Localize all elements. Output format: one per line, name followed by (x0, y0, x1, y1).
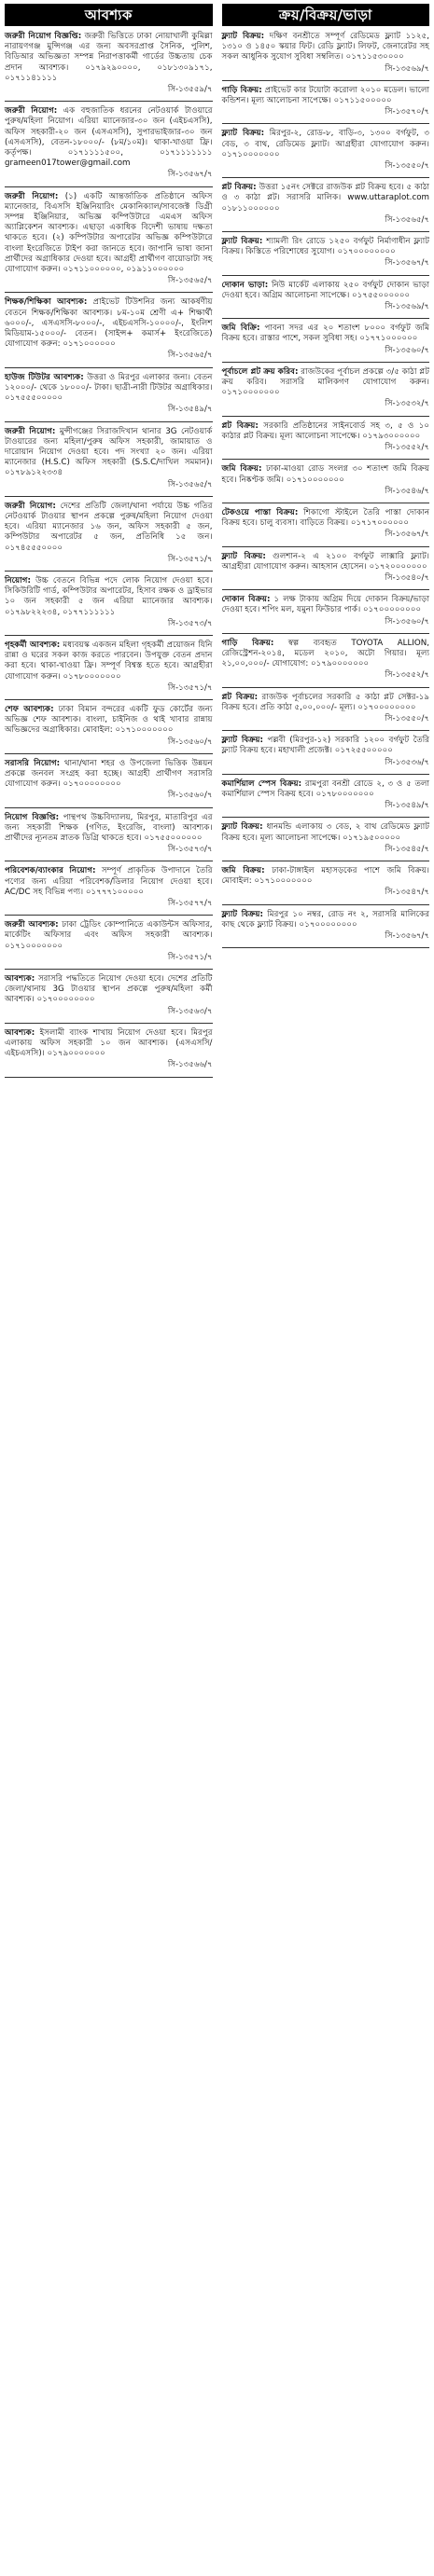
columns (5, 4, 429, 2576)
ad-keyword: প্লট বিক্রয়: (221, 692, 259, 702)
ad-reference: সি-১৩৫৬৭/৭ (385, 258, 429, 269)
ad-text: ঢাকা-টাঙ্গাইল মহাসড়কের পাশে জমি বিক্রয়। মোবাইল: ০১৭১০০০০০০০ (221, 865, 429, 887)
ad-text: ধানমন্ডি এলাকায় ৩ বেড, ২ বাথ রেডিমেড ফ্ল্যাট বিক্রয় হবে। মূল্য আলোচনা সাপেক্ষে। ০১৭১৯৫০০০০০ (221, 822, 430, 843)
ad-divider (222, 589, 430, 590)
classified-ad (222, 421, 430, 456)
ad-text: ঢাকা ট্রেডিং কোম্পানিতে একাউন্টস অফিসার, মার্কেটিং অফিসার এবং অফিস সহকারী আবশ্যক। ০১৭১০০০০০০০ (5, 920, 213, 951)
ad-reference: সি-১৩৫৭১/৭ (167, 952, 213, 962)
ad-keyword: প্লট বিক্রয়: (221, 183, 257, 193)
classified-ad (222, 281, 430, 315)
ad-keyword: জরুরী নিয়োগ: (5, 191, 59, 201)
ad-text: সম্পূর্ণ প্রাকৃতিক উপাদানে তৈরি পণ্যের জন্য এরিয়া পরিবেশক/ডিলার নিয়োগ দেওয়া হবে। AC/DC সহ বিভিন্ন পণ্য। ০১৭৭৭১০০০০০ (5, 866, 213, 897)
classified-ad (222, 237, 430, 271)
ad-reference: সি-১৩৫৬৫/৭ (385, 214, 429, 225)
ad-text: জরুরী ভিত্তিতে ঢাকা নোয়াখালী কুমিল্লা নারায়ণগঞ্জ মুন্সিগঞ্জ এর জন্য অবসরপ্রাপ্ত সৈনিক, পুলিশ, বিডিআর অভিজ্ঞতা সম্পন্ন নিরাপত্তাকর্মী গার্ডের উচ্চতায় চেক প্রদান আবশ্যক। ০১৭৯২৯০০০০, ০১৮১৩০৯১৭১, ০১৭১১৪১১১১ (5, 32, 213, 83)
classified-ad (222, 822, 430, 857)
ad-text: মুন্সীগঞ্জের সিরাজদিখান থানার 3G নেটওয়ার্ক টাওয়ারের জন্য মহিলা/পুরুষ অফিস সহকারী, জামায়াত ও দারোয়ান নিয়োগ দেওয়া হবে। পদ সংখ্যা ২০ জন। এরিয়া ম্যানেজার (H.S.C) অফিস সহকারী (S.S.C/দাখিল সমমান)। ০১৭৮৯১২২৩৩৪ (5, 426, 213, 478)
ad-keyword: আবশ্যক: (5, 974, 35, 985)
classified-ad (5, 1028, 213, 1073)
ad-text: উত্তরা ১৫নং সেক্টরে রাজউক প্লট বিক্রয় হবে। ৫ কাঠা ও ৩ কাঠা প্লট। সরাসরি মালিক। www.uttaraplot.com ০১৮১১০০০০০০ (221, 183, 429, 214)
ad-reference: সি-১৩৫৫২/৭ (385, 443, 429, 453)
ad-keyword: জরুরী নিয়োগ বিজ্ঞপ্তি: (5, 32, 82, 41)
ad-keyword: জরুরী নিয়োগ: (5, 501, 56, 511)
ad-divider (222, 362, 430, 363)
ad-keyword: শিক্ষক/শিক্ষিকা আবশ্যক: (5, 297, 88, 308)
classified-ad (222, 595, 430, 629)
ad-keyword: জরুরী নিয়োগ: (5, 106, 58, 117)
ad-divider (222, 177, 430, 178)
ad-divider (5, 753, 213, 754)
ad-reference: সি-১৩৫৬৯/৭ (385, 302, 429, 312)
ad-keyword: গৃহকর্মী আবশ্যক: (5, 640, 61, 650)
ad-divider (5, 186, 213, 187)
ad-reference: সি-১৩৫৭৩/৭ (167, 845, 213, 855)
classified-ad (5, 920, 213, 965)
classified-ad (5, 373, 213, 418)
ad-text: মিরপুর-২, রোড-৮, বাড়ি-৩, ১৩০০ বর্গফুট, ৩ বেড, ৩ বাথ, রেডিমেড ফ্ল্যাট। আগ্রহীরা যোগাযোগ করুন। ০১৭১০০০০০০০ (221, 129, 430, 159)
ad-divider (5, 969, 213, 970)
classified-ad (5, 32, 213, 97)
ad-keyword: জমি বিক্রয়: (221, 464, 262, 475)
ad-divider (222, 459, 430, 460)
classified-ad (222, 129, 430, 173)
ad-text: মধ্যবয়স্ক একজন মহিলা গৃহকর্মী প্রয়োজন যিনি রান্না ও ঘরের সকল কাজ করতে পারবেন। উপযুক্ত বেতন প্রদান করা হবে। থাকা-খাওয়া ফ্রি। সম্পূর্ণ বিশ্বস্ত হতে হবে। আগ্রহীরা যোগাযোগ করুন। ০১৭৮০০০০০০০ (5, 640, 213, 682)
ad-text: পাবনা সদর এর ২০ শতাংশ ৮০০০ বর্গফুট জমি বিক্রয় হবে। রাস্তার পাশে, সকল সুবিধা সহ। ০১৭৭১০০০০০০ (221, 324, 429, 344)
ad-text: প্রাইভেট কার টয়োটা করোলা ২০১০ মডেল। ভালো কন্ডিশন। মূল্য আলোচনা সাপেক্ষে। ০১৭১১৫০০০০০ (221, 85, 429, 106)
ad-keyword: ফ্ল্যাট বিক্রয়: (221, 129, 265, 139)
ad-divider (222, 275, 430, 276)
ad-text: শিকাগো স্টাইলে তৈরি পাস্তা দোকান বিক্রয় হবে। চালু ব্যবসা। বাড়িতে বিক্রয়। ০১৭১৭০০০০০০ (221, 507, 430, 529)
ad-keyword: ফ্ল্যাট বিক্রয়: (221, 237, 263, 247)
ad-reference: সি-১৩৫৪৫/৭ (385, 844, 429, 854)
ad-keyword: দোকান ভাড়া: (221, 280, 269, 290)
ad-divider (5, 292, 213, 293)
ad-reference: সি-১৩৫৭৭/৭ (167, 899, 213, 909)
ad-text: পল্লবী (মিরপুর-১২) সরকারি ১২০০ বর্গফুট তৈরি ফ্ল্যাট বিক্রয় হবে। মহাখালী প্রজেক্ট। ০১৭২৫৫০০০০০ (221, 736, 430, 756)
ad-reference: সি-১৩৫৫২/৭ (385, 670, 429, 681)
ad-reference: সি-১৩৫৬০/৭ (385, 345, 429, 355)
ad-divider (5, 421, 213, 422)
ad-reference: সি-১৩৫৫০/৭ (385, 713, 429, 723)
ad-keyword: পূর্বাচলে প্লট ক্রয় করিব: (221, 366, 299, 377)
classified-ad (5, 974, 213, 1019)
classified-ad (5, 427, 213, 492)
ad-text: ১ লক্ষ টাকায় অগ্রিম দিয়ে দোকান বিক্রয়/ভাড়া দেওয়া হবে। শপিং মল, যমুনা ফিউচার পার্ক। ০১৭০০০০০০০০ (221, 595, 430, 615)
ad-text: সরাসরি পদ্ধতিতে নিয়োগ দেওয়া হবে। দেশের প্রতিটি জেলা/থানায় 3G টাওয়ার স্থাপন প্রকল্পে পুরুষ/মহিলা কর্মী আবশ্যক। ০১৭০০০০০০০০ (5, 974, 213, 1005)
column-header-buy-sell-rent: ক্রয়/বিক্রয়/ভাড়া (222, 4, 430, 26)
ad-divider (222, 687, 430, 688)
ad-text: ঢাকা-মাওয়া রোড সংলগ্ন ৩০ শতাংশ জমি বিক্রয় হবে। নিষ্কণ্টক জমি। ০১৭১০০০০০০০ (221, 464, 429, 485)
ad-divider (222, 231, 430, 232)
ad-divider (5, 367, 213, 368)
classified-ad (222, 324, 430, 358)
classified-ad (5, 576, 213, 631)
ad-text: গুলশান-২ এ ২১০০ বর্গফুট লাক্সারি ফ্ল্যাট। আগ্রহীরা যোগাযোগ করুন। আহসান হোসেন। ০১৭২০০০০০০০ (221, 551, 429, 572)
classified-ad (222, 508, 430, 543)
classified-ad (222, 464, 430, 499)
ad-keyword: ফ্ল্যাট বিক্রয়: (221, 736, 264, 746)
classified-ad (222, 552, 430, 586)
ad-text: দক্ষিণ বনশ্রীতে সম্পূর্ণ রেডিমেড ফ্ল্যাট ১১২৫, ১৩১০ ও ১৪৫০ স্কয়ার ফিট। রেডি ফ্ল্যাট। লিফট, জেনারেটর সহ সকল আধুনিক সুযোগ সুবিধা সম্বলিত। ০১৭১১৫৩০০০০ (221, 32, 429, 62)
ad-keyword: হাউজ টিউটর আবশ্যক: (5, 372, 84, 382)
ad-text: উচ্চ বেতনে বিভিন্ন পদে লোক নিয়োগ দেওয়া হবে। সিকিউরিটি গার্ড, কম্পিউটার অপারেটর, হিসাব রক্ষক ও ড্রাইভার ১০ জন সহকারী ৫ জন এরিয়া ম্যানেজার আবশ্যক। ০১৭৯৮২২২৩৪, ০১৭৭১১১১১১ (5, 575, 213, 617)
ad-reference: সি-১৩৫৬৫/৭ (167, 479, 213, 489)
ad-reference: সি-১৩৫৬০/৭ (385, 616, 429, 627)
ad-reference: সি-১৩৫৬৩/৭ (167, 1006, 213, 1016)
ad-reference: সি-১৩৫৭৩/৭ (167, 618, 213, 628)
ad-divider (5, 571, 213, 572)
ad-divider (5, 1077, 213, 1078)
classified-ad (222, 367, 430, 412)
classified-ad (5, 502, 213, 567)
ads-list-buy-sell-rent (222, 32, 430, 953)
ad-divider (222, 904, 430, 905)
ad-text: প্রাইভেট টিউশনির জন্য আকর্ষণীয় বেতনে শিক্ষক/শিক্ষিকা আবশ্যক। ৮ম-১০ম শ্রেণী এ+ শিক্ষার্থী ৬০০০/-, এসএসসি-৮০০০/-, এইচএসসি-১০০০০/-, ইংলিশ মিডিয়াম-১৫০০০/- বেতন। (সাইন্স+ কমার্স+ ইংরেজিতে) যোগাযোগ করুন: ০১৭১০০০০০০ (5, 297, 213, 350)
ad-keyword: গাড়ি বিক্রয়: (221, 638, 274, 648)
classified-ad (222, 779, 430, 814)
ad-divider (222, 123, 430, 124)
ad-text: রামপুরা বনশ্রী রোডে ২, ৩ ও ৫ তলা কমার্শিয়াল স্পেস বিক্রয় হবে। ০১৭৮০০০০০০০ (221, 778, 430, 799)
ad-reference: সি-১৩৫৭১/৭ (167, 682, 213, 693)
classified-ad (222, 32, 430, 76)
ad-reference: সি-১৩৫৬৭/৭ (167, 170, 213, 180)
ad-reference: সি-১৩৫৬৭/৭ (385, 530, 429, 540)
ad-divider (222, 633, 430, 634)
ad-keyword: জরুরী আবশ্যক: (5, 920, 59, 930)
ad-keyword: শেফ আবশ্যক: (5, 704, 54, 714)
ad-divider (5, 496, 213, 497)
classified-ad (222, 183, 430, 227)
ad-keyword: পরিবেশক/ব্যাংকার নিয়োগ: (5, 866, 96, 876)
ad-divider (5, 699, 213, 700)
ad-keyword: ফ্ল্যাট বিক্রয়: (221, 32, 265, 41)
ad-divider (222, 416, 430, 417)
ad-divider (222, 817, 430, 818)
ad-text: রাজউক পূর্বাচলের সরকারি ৫ কাঠা প্লট সেক্টর-১৯ বিক্রয় হবে। প্রতি কাঠা ৫,০০,০০০/- মূল্য। ০১৭০০০০০০০০ (221, 692, 429, 712)
ad-text: দেশের প্রতিটি জেলা/থানা পর্যায়ে উচ্চ গতির নেটওয়ার্ক টাওয়ার স্থাপন প্রকল্পে পুরুষ/মহিলা নিয়োগ দেওয়া হবে। এরিয়া ম্যানেজার ১৬ জন, অফিস সহকারী ৫ জন, কম্পিউটার অপারেটর ৫ জন, প্রতিনিধি ১৫ জন। ০১৭৪৫৫৫০০০০ (5, 501, 213, 553)
classified-ad (5, 813, 213, 858)
classified-ad (222, 693, 430, 727)
ad-keyword: ফ্ল্যাট বিক্রয়: (221, 822, 263, 833)
ad-text: স্বল্প ব্যবহৃত TOYOTA ALLION, রেজিস্ট্রেশন-২০১৪, মডেল ২০১০, অটো গিয়ার। মূল্য ২১,০০,০০০/- যোগাযোগ: ০১৭৯০০০০০০০ (221, 638, 429, 669)
classified-ad (222, 866, 430, 901)
ad-keyword: জরুরী নিয়োগ: (5, 426, 56, 436)
ad-reference: সি-১৩৫৩৬/৭ (385, 757, 429, 767)
classified-ad (222, 736, 430, 770)
classified-ad (222, 86, 430, 120)
column-wanted (5, 4, 213, 2576)
ad-text: পান্থপথ উচ্চবিদ্যালয়, মিরপুর, মাতারিপুর এর জন্য সহকারী শিক্ষক (গণিত, ইংরেজি, বাংলা) আবশ্যক। প্রার্থীদের ন্যূনতম স্নাতক ডিগ্রি থাকতে হবে। ০১৭৫৫০০০০০০ (5, 812, 213, 843)
ad-text: (১) একটি আন্তর্জাতিক প্রতিষ্ঠানে অফিস ম্যানেজার, বিএসসি ইঞ্জিনিয়ারিং মেকানিক্যাল/সাবজেক্ট ডিগ্রী সম্পন্ন ইঞ্জিনিয়ার, অভিজ্ঞ কম্পিউটারে এমএস অফিস অ্যাপ্লিকেশন আবশ্যক। এছাড়া একাধিক বিদেশী ভাষায় দক্ষতা থাকতে হবে। (২) কম্পিউটার অপারেটর অভিজ্ঞ কম্পিউটারে বাংলা ইংরেজিতে টাইপ করা জানতে হবে। জাপানি ভাষা জানা প্রার্থীদের অগ্রাধিকার দেওয়া হবে। আগ্রহী প্রার্থীগণ বায়োডাটা সহ যোগাযোগ করুন। ০১৭১১০০০০০০, ০১৯১১০০০০০০ (5, 191, 213, 275)
ads-list-wanted (5, 32, 213, 1082)
ad-text: সরকারি প্রতিষ্ঠানের সাইনবোর্ড সহ ৩, ৫ ও ১০ কাঠার প্লট বিক্রয়। মূল্য আলোচনা সাপেক্ষে। ০১৭৯৩০০০০০০ (221, 420, 429, 441)
classified-ad (5, 641, 213, 696)
ad-divider (5, 635, 213, 636)
ad-keyword: সরাসরি নিয়োগ: (5, 758, 61, 768)
ad-text: নিউ মার্কেট এলাকায় ২৫০ বর্গফুট দোকান ভাড়া দেওয়া হবে। অগ্রিম আলোচনা সাপেক্ষে। ০১৭৫৫০০০০০০ (221, 280, 429, 300)
ad-keyword: দোকান বিক্রয়: (221, 595, 271, 605)
ad-text: উত্তরা ও মিরপুর এলাকার জন্য। বেতন ১২০০০/- থেকে ১৮০০০/- টাকা। ছাত্রী-নারী টিউটর অগ্রাধিকার। ০১৭৫৫৫০০০০০ (5, 372, 213, 404)
ad-reference: সি-১৩৫৬৫/৭ (167, 351, 213, 361)
classified-ad (5, 297, 213, 363)
ad-reference: সি-১৩৫৫০/৭ (385, 161, 429, 172)
ad-reference: সি-১৩৫৪৯/৭ (167, 405, 213, 415)
ad-reference: সি-১৩৫৪০/৭ (385, 572, 429, 583)
ad-reference: সি-১৩৫৫৯/৭ (167, 85, 213, 95)
ad-reference: সি-১৩৫৬৫/৭ (167, 276, 213, 286)
ad-reference: সি-১৩৫৭০/৭ (385, 107, 429, 117)
ad-divider (222, 546, 430, 547)
ad-keyword: ফ্ল্যাট বিক্রয়: (221, 551, 266, 561)
ad-reference: সি-১৩৫৪৭/৭ (385, 888, 429, 898)
ad-reference: সি-১৩৫৬০/৭ (167, 791, 213, 801)
ad-divider (5, 101, 213, 102)
column-header-wanted: আবশ্যক (5, 4, 213, 26)
ad-divider (222, 774, 430, 775)
ad-divider (222, 730, 430, 731)
ad-reference: সি-১৩৫৪৬/৭ (385, 486, 429, 496)
ad-text: শ্যামলী রিং রোডে ১২৫০ বর্গফুট নির্মাণাধীন ফ্ল্যাট বিক্রয়। কিস্তিতে পরিশোধের সুযোগ। ০১৭০০০০০০০০ (221, 237, 430, 257)
classified-ad (5, 759, 213, 804)
column-buy-sell-rent (222, 4, 430, 2576)
ad-keyword: জমি বিক্রয়: (221, 865, 265, 875)
ad-text: এক বহুজাতিক ধরনের নেটওয়ার্ক টাওয়ারে পুরুষ/মহিলা নিয়োগ। এরিয়া ম্যানেজার-৩০ জন (এইচএসসি), অফিস সহকারী-২০ জন (এসএসসি), সুপারভাইজার-৩০ জন (এসএসসি), বেতন-১৮০০০/- (৮ম/১০ম)। থাকা-খাওয়া ফ্রি। কর্তৃপক্ষ। ০১৭১১১১৫০০, ০১৭১১১১১১১ grameen017tower@gmail.com (5, 106, 213, 169)
classified-ad (5, 866, 213, 911)
ad-keyword: আবশ্যক: (5, 1027, 35, 1038)
classified-ad (222, 910, 430, 944)
ad-text: ইসলামী ব্যাংক শাখায় নিয়োগ দেওয়া হবে। মিরপুর এলাকায় অফিস সহকারী ১০ জন আবশ্যক। (এসএসসি/এইচএসসি)। ০১৭৯০০০০০০০ (5, 1027, 213, 1059)
ad-keyword: গাড়ি বিক্রয়: (221, 85, 262, 95)
ad-reference: সি-১৩৫৩২/৭ (385, 399, 429, 409)
ad-divider (5, 807, 213, 808)
ad-reference: সি-১৩৫৪৯/৭ (385, 801, 429, 811)
ad-keyword: নিয়োগ: (5, 575, 31, 585)
classified-ad (5, 106, 213, 182)
classified-ad (222, 639, 430, 683)
ad-keyword: প্লট বিক্রয়: (221, 420, 259, 431)
ad-reference: সি-১৩৫৬৭/৭ (385, 931, 429, 941)
ad-divider (222, 80, 430, 81)
ad-divider (5, 1023, 213, 1024)
ad-keyword: কমার্শিয়াল স্পেস বিক্রয়: (221, 778, 302, 789)
ad-divider (5, 915, 213, 916)
ad-divider (222, 947, 430, 948)
ad-divider (222, 318, 430, 319)
ad-reference: সি-১৩৫৬৯/৭ (385, 63, 429, 74)
ad-reference: সি-১৩৫৬০/৭ (167, 737, 213, 747)
ad-keyword: টেকওয়ে পাস্তা বিক্রয়: (221, 507, 299, 517)
ad-keyword: ফ্ল্যাট বিক্রয়: (221, 909, 263, 919)
classified-ad (5, 705, 213, 750)
ad-text: থানা/থানা শহর ও উপজেলা ভিত্তিক উন্নয়ন প্রকল্পে জনবল সংগ্রহ করা হচ্ছে। আগ্রহী প্রার্থীগণ সরাসরি যোগাযোগ করুন। ০১৭০০০০০০০০ (5, 758, 213, 790)
ad-text: রাজউকের পূর্বাচল প্রকল্পে ৩/৫ কাঠা প্লট ক্রয় করিব। সরাসরি মালিকগণ যোগাযোগ করুন। ০১৭১০০০০০০০ (221, 366, 429, 398)
classified-ad (5, 192, 213, 289)
ad-keyword: জমি বিক্রি: (221, 324, 260, 334)
ad-reference: সি-১৩৫৭১/৭ (167, 554, 213, 564)
ad-reference: সি-১৩৫৬৬/৭ (167, 1060, 213, 1070)
ad-keyword: নিয়োগ বিজ্ঞপ্তি: (5, 812, 60, 822)
ad-text: ঢাকা বিমান বন্দরের একটি ফুড কোর্টের জন্য অভিজ্ঞ শেফ আবশ্যক। বাংলা, চাইনিজ ও থাই খাবার রান্নায় অভিজ্ঞদের অগ্রাধিকার। মোবাইল: ০১৭১০০০০০০০ (5, 704, 213, 736)
ad-text: মিরপুর ১০ নম্বর, রোড নং ২, সরাসরি মালিকের কাছ থেকে ফ্ল্যাট বিক্রয়। ০১৭০০০০০০০০ (221, 909, 430, 930)
